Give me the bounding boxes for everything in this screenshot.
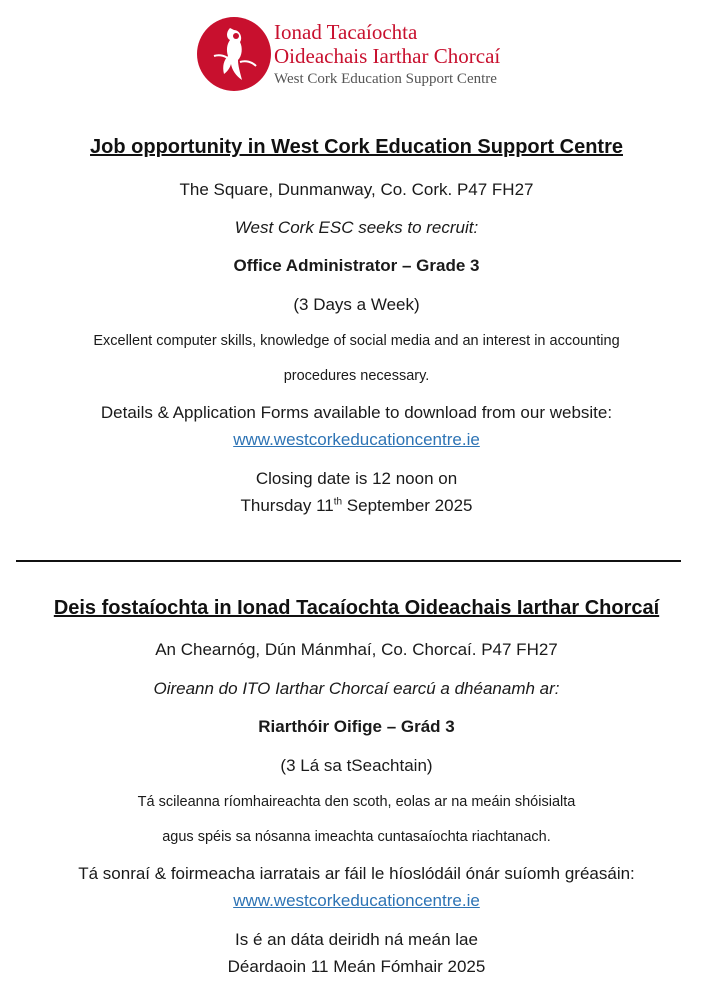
irish-details: Tá sonraí & foirmeacha iarratais ar fáil le híoslódáil ónár suíomh gréasáin:	[78, 864, 635, 883]
closing-day-suffix: th	[333, 496, 343, 508]
section-divider	[16, 560, 681, 562]
english-website-row	[0, 430, 713, 450]
irish-website-link[interactable]: www.westcorkeducationcentre.ie	[233, 891, 480, 910]
logo	[196, 16, 516, 92]
closing-month-year: September 2025	[342, 496, 473, 515]
closing-day: Thursday 11	[240, 496, 334, 515]
irish-days: (3 Lá sa tSeachtain)	[280, 756, 433, 775]
irish-skills-line2: agus spéis sa nósanna imeachta cuntasaíochta riachtanach.	[162, 829, 551, 845]
english-heading: Job opportunity in West Cork Education Support Centre	[90, 136, 623, 158]
english-skills-line2: procedures necessary.	[283, 368, 430, 384]
irish-closing-line1: Is é an dáta deiridh ná meán lae	[235, 930, 478, 949]
irish-closing-line2: Déardaoin 11 Meán Fómhair 2025	[227, 957, 486, 976]
irish-recruit: Oireann do ITO Iarthar Chorcaí earcú a dhéanamh ar:	[153, 679, 560, 698]
logo-title-line1: Ionad Tacaíochta	[274, 20, 418, 44]
irish-address: An Chearnóg, Dún Mánmhaí, Co. Chorcaí. P47 FH27	[155, 640, 558, 659]
logo-emblem-icon	[196, 16, 272, 92]
irish-website-row	[0, 891, 713, 911]
english-skills-line1: Excellent computer skills, knowledge of social media and an interest in accounting	[93, 333, 620, 349]
english-recruit: West Cork ESC seeks to recruit:	[234, 218, 479, 237]
english-position-title: Office Administrator – Grade 3	[233, 256, 480, 275]
irish-position-title: Riarthóir Oifige – Grád 3	[258, 717, 455, 736]
english-address: The Square, Dunmanway, Co. Cork. P47 FH27	[179, 180, 534, 199]
english-closing-line2	[0, 496, 713, 516]
english-closing-line1: Closing date is 12 noon on	[255, 469, 458, 488]
irish-skills-line1: Tá scileanna ríomhaireachta den scoth, eolas ar na meáin shóisialta	[137, 794, 576, 810]
logo-title-line2: Oideachais Iarthar Chorcaí	[274, 44, 501, 68]
irish-heading: Deis fostaíochta in Ionad Tacaíochta Oideachais Iarthar Chorcaí	[53, 597, 660, 619]
english-details: Details & Application Forms available to download from our website:	[100, 403, 613, 422]
english-website-link[interactable]: www.westcorkeducationcentre.ie	[233, 430, 480, 449]
english-days: (3 Days a Week)	[293, 295, 420, 314]
logo-subtitle: West Cork Education Support Centre	[274, 71, 497, 87]
